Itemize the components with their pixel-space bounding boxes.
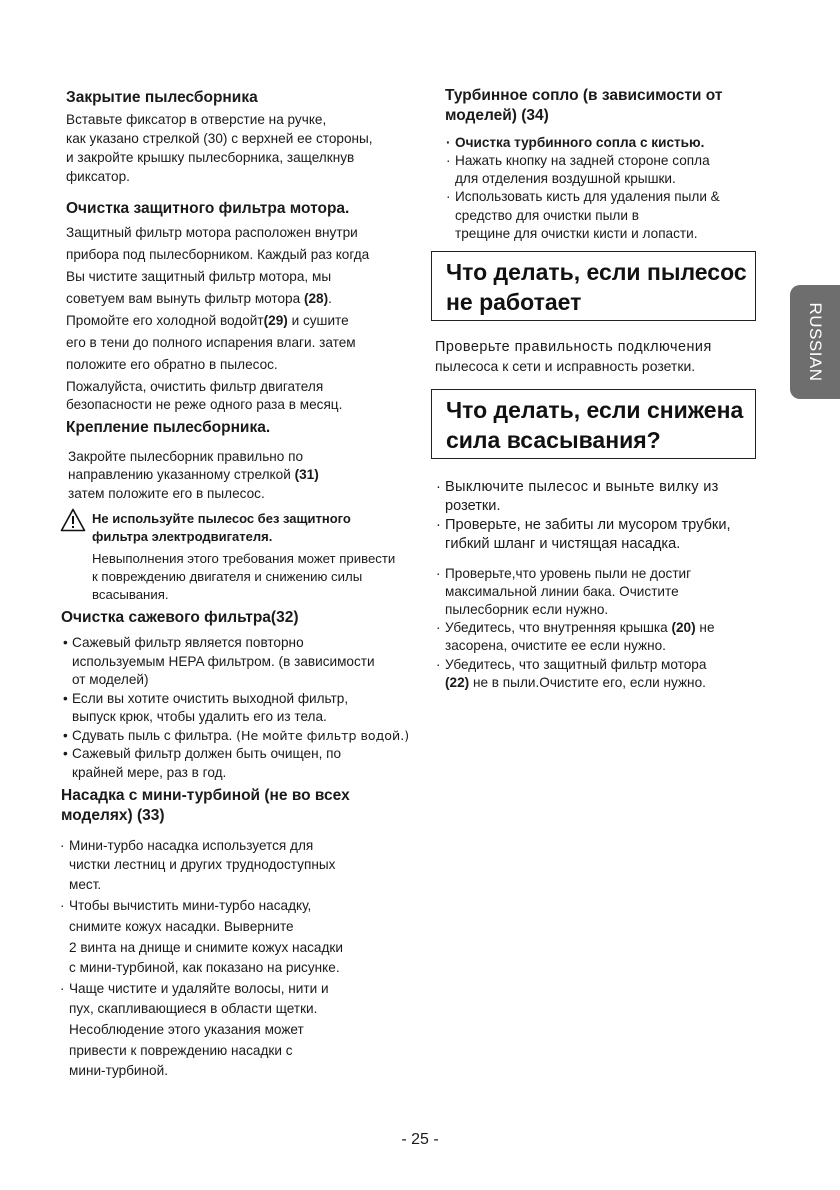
motor-filter-line: безопасности не реже одного раза в месяц. [66, 397, 343, 412]
mini-turbo-item-cont: мини-турбиной. [69, 1063, 168, 1078]
motor-filter-heading: Очистка защитного фильтра мотора. [66, 200, 350, 217]
low-suction-item: · Проверьте, не забиты ли мусором трубки, [436, 517, 731, 533]
mini-turbo-item-cont: 2 винта на днище и снимите кожух насадки [69, 940, 343, 955]
language-tab-label: RUSSIAN [806, 302, 825, 382]
low-suction-title-box [431, 389, 756, 459]
dust-close-line: Вставьте фиксатор в отверстие на ручке, [66, 112, 327, 127]
soot-filter-item-cont: выпуск крюк, чтобы удалить его из тела. [72, 709, 327, 724]
dust-close-line: и закройте крышку пылесборника, защелкнув [66, 150, 355, 165]
soot-filter-heading: Очистка сажевого фильтра(32) [61, 609, 299, 626]
soot-filter-item: • Сажевый фильтр является повторно [63, 635, 304, 650]
not-working-line: Проверьте правильность подключения [435, 339, 712, 355]
warning-line-bold: фильтра электродвигателя. [92, 529, 273, 544]
mini-turbo-item-cont: привести к повреждению насадки с [69, 1043, 293, 1058]
soot-filter-item-cont: крайней мере, раз в год. [72, 765, 227, 780]
low-suction-item-cont: засорена, очистите ее если нужно. [445, 638, 666, 653]
mini-turbo-item-cont: пух, скапливающиеся в области щетки. [69, 1001, 318, 1016]
not-working-title: Что делать, если пылесос [446, 259, 747, 285]
warning-triangle-icon [60, 508, 86, 532]
dust-close-line: фиксатор. [66, 169, 130, 184]
dust-mount-line: затем положите его в пылесос. [68, 486, 265, 501]
soot-filter-item-cont: от моделей) [72, 672, 149, 687]
mini-turbo-heading: Насадка с мини-турбиной (не во всех [61, 787, 350, 804]
page-number: - 25 - [401, 1131, 439, 1148]
motor-filter-line: Вы чистите защитный фильтр мотора, мы [66, 269, 332, 284]
turbo-nozzle-item-cont: трещине для очистки кисти и лопасти. [455, 226, 698, 241]
dust-mount-line: Закройте пылесборник правильно по [68, 449, 304, 464]
mini-turbo-item-cont: чистки лестниц и других труднодоступных [69, 857, 336, 872]
dust-mount-line: направлению указанному стрелкой (31) [68, 467, 319, 482]
low-suction-title: сила всасывания? [446, 427, 661, 453]
motor-filter-line: прибора под пылесборником. Каждый раз когда [66, 247, 370, 262]
language-tab [790, 285, 840, 399]
low-suction-item-cont: пылесборник если нужно. [445, 602, 609, 617]
turbo-nozzle-item-cont: средство для очистки пыли в [455, 208, 639, 223]
low-suction-title: Что делать, если снижена [446, 397, 744, 423]
not-working-title: не работает [446, 289, 582, 315]
mini-turbo-item-cont: с мини-турбиной, как показано на рисунке. [69, 960, 340, 975]
mini-turbo-item-cont: Несоблюдение этого указания может [69, 1022, 304, 1037]
turbo-nozzle-item: · Очистка турбинного сопла с кистью. [446, 135, 705, 150]
not-working-title-box [431, 251, 756, 321]
low-suction-item-cont: розетки. [445, 498, 501, 514]
low-suction-item: · Убедитесь, что внутренняя крышка (20) не [436, 620, 715, 635]
soot-filter-item: • Если вы хотите очистить выходной фильтр, [63, 691, 349, 706]
motor-filter-line: Защитный фильтр мотора расположен внутри [66, 225, 358, 240]
motor-filter-line: советуем вам вынуть фильтр мотора (28). [66, 291, 332, 306]
low-suction-item-cont: гибкий шланг и чистящая насадка. [445, 536, 681, 552]
mini-turbo-heading: моделях) (33) [61, 807, 165, 824]
warning-line: к повреждению двигателя и снижению силы [92, 569, 363, 584]
dust-close-heading: Закрытие пылесборника [66, 89, 258, 106]
low-suction-item-cont: максимальной линии бака. Очистите [445, 584, 679, 599]
mini-turbo-item-cont: снимите кожух насадки. Выверните [69, 919, 294, 934]
warning-line-bold: Не используйте пылесос без защитного [92, 511, 351, 526]
turbo-nozzle-heading: моделей) (34) [445, 107, 549, 124]
not-working-line: пылесоса к сети и исправность розетки. [435, 358, 696, 374]
dust-mount-heading: Крепление пылесборника. [66, 419, 271, 436]
low-suction-item: · Проверьте,что уровень пыли не достиг [436, 566, 692, 581]
warning-line: Невыполнения этого требования может привести [92, 551, 396, 566]
turbo-nozzle-heading: Турбинное сопло (в зависимости от [445, 87, 723, 104]
turbo-nozzle-item: · Нажать кнопку на задней стороне сопла [446, 153, 710, 168]
warning-line: всасывания. [92, 587, 169, 602]
mini-turbo-item: · Чаще чистите и удаляйте волосы, нити и [60, 981, 329, 996]
low-suction-item: · Выключите пылесос и выньте вилку из [436, 479, 719, 495]
motor-filter-line: его в тени до полного испарения влаги. затем [66, 335, 356, 350]
mini-turbo-item: · Мини-турбо насадка используется для [60, 838, 314, 853]
motor-filter-line: положите его обратно в пылесос. [66, 357, 278, 372]
mini-turbo-item-cont: мест. [69, 877, 102, 892]
motor-filter-line: Пожалуйста, очистить фильтр двигателя [66, 379, 324, 394]
soot-filter-item: • Сдувать пыль с фильтра. (Не мойте фильтр водой.) [63, 728, 410, 743]
low-suction-item: · Убедитесь, что защитный фильтр мотора [436, 657, 707, 672]
mini-turbo-item: · Чтобы вычистить мини-турбо насадку, [60, 898, 312, 913]
dust-close-line: как указано стрелкой (30) с верхней ее стороны, [66, 131, 373, 146]
turbo-nozzle-item-cont: для отделения воздушной крышки. [455, 171, 676, 186]
soot-filter-item: • Сажевый фильтр должен быть очищен, по [63, 746, 342, 761]
motor-filter-line: Промойте его холодной водойт(29) и сушите [66, 313, 349, 328]
soot-filter-item-cont: используемым HEPA фильтром. (в зависимости [72, 654, 375, 669]
low-suction-item-cont: (22) не в пыли.Очистите его, если нужно. [445, 675, 706, 690]
turbo-nozzle-item: · Использовать кисть для удаления пыли & [446, 189, 720, 204]
